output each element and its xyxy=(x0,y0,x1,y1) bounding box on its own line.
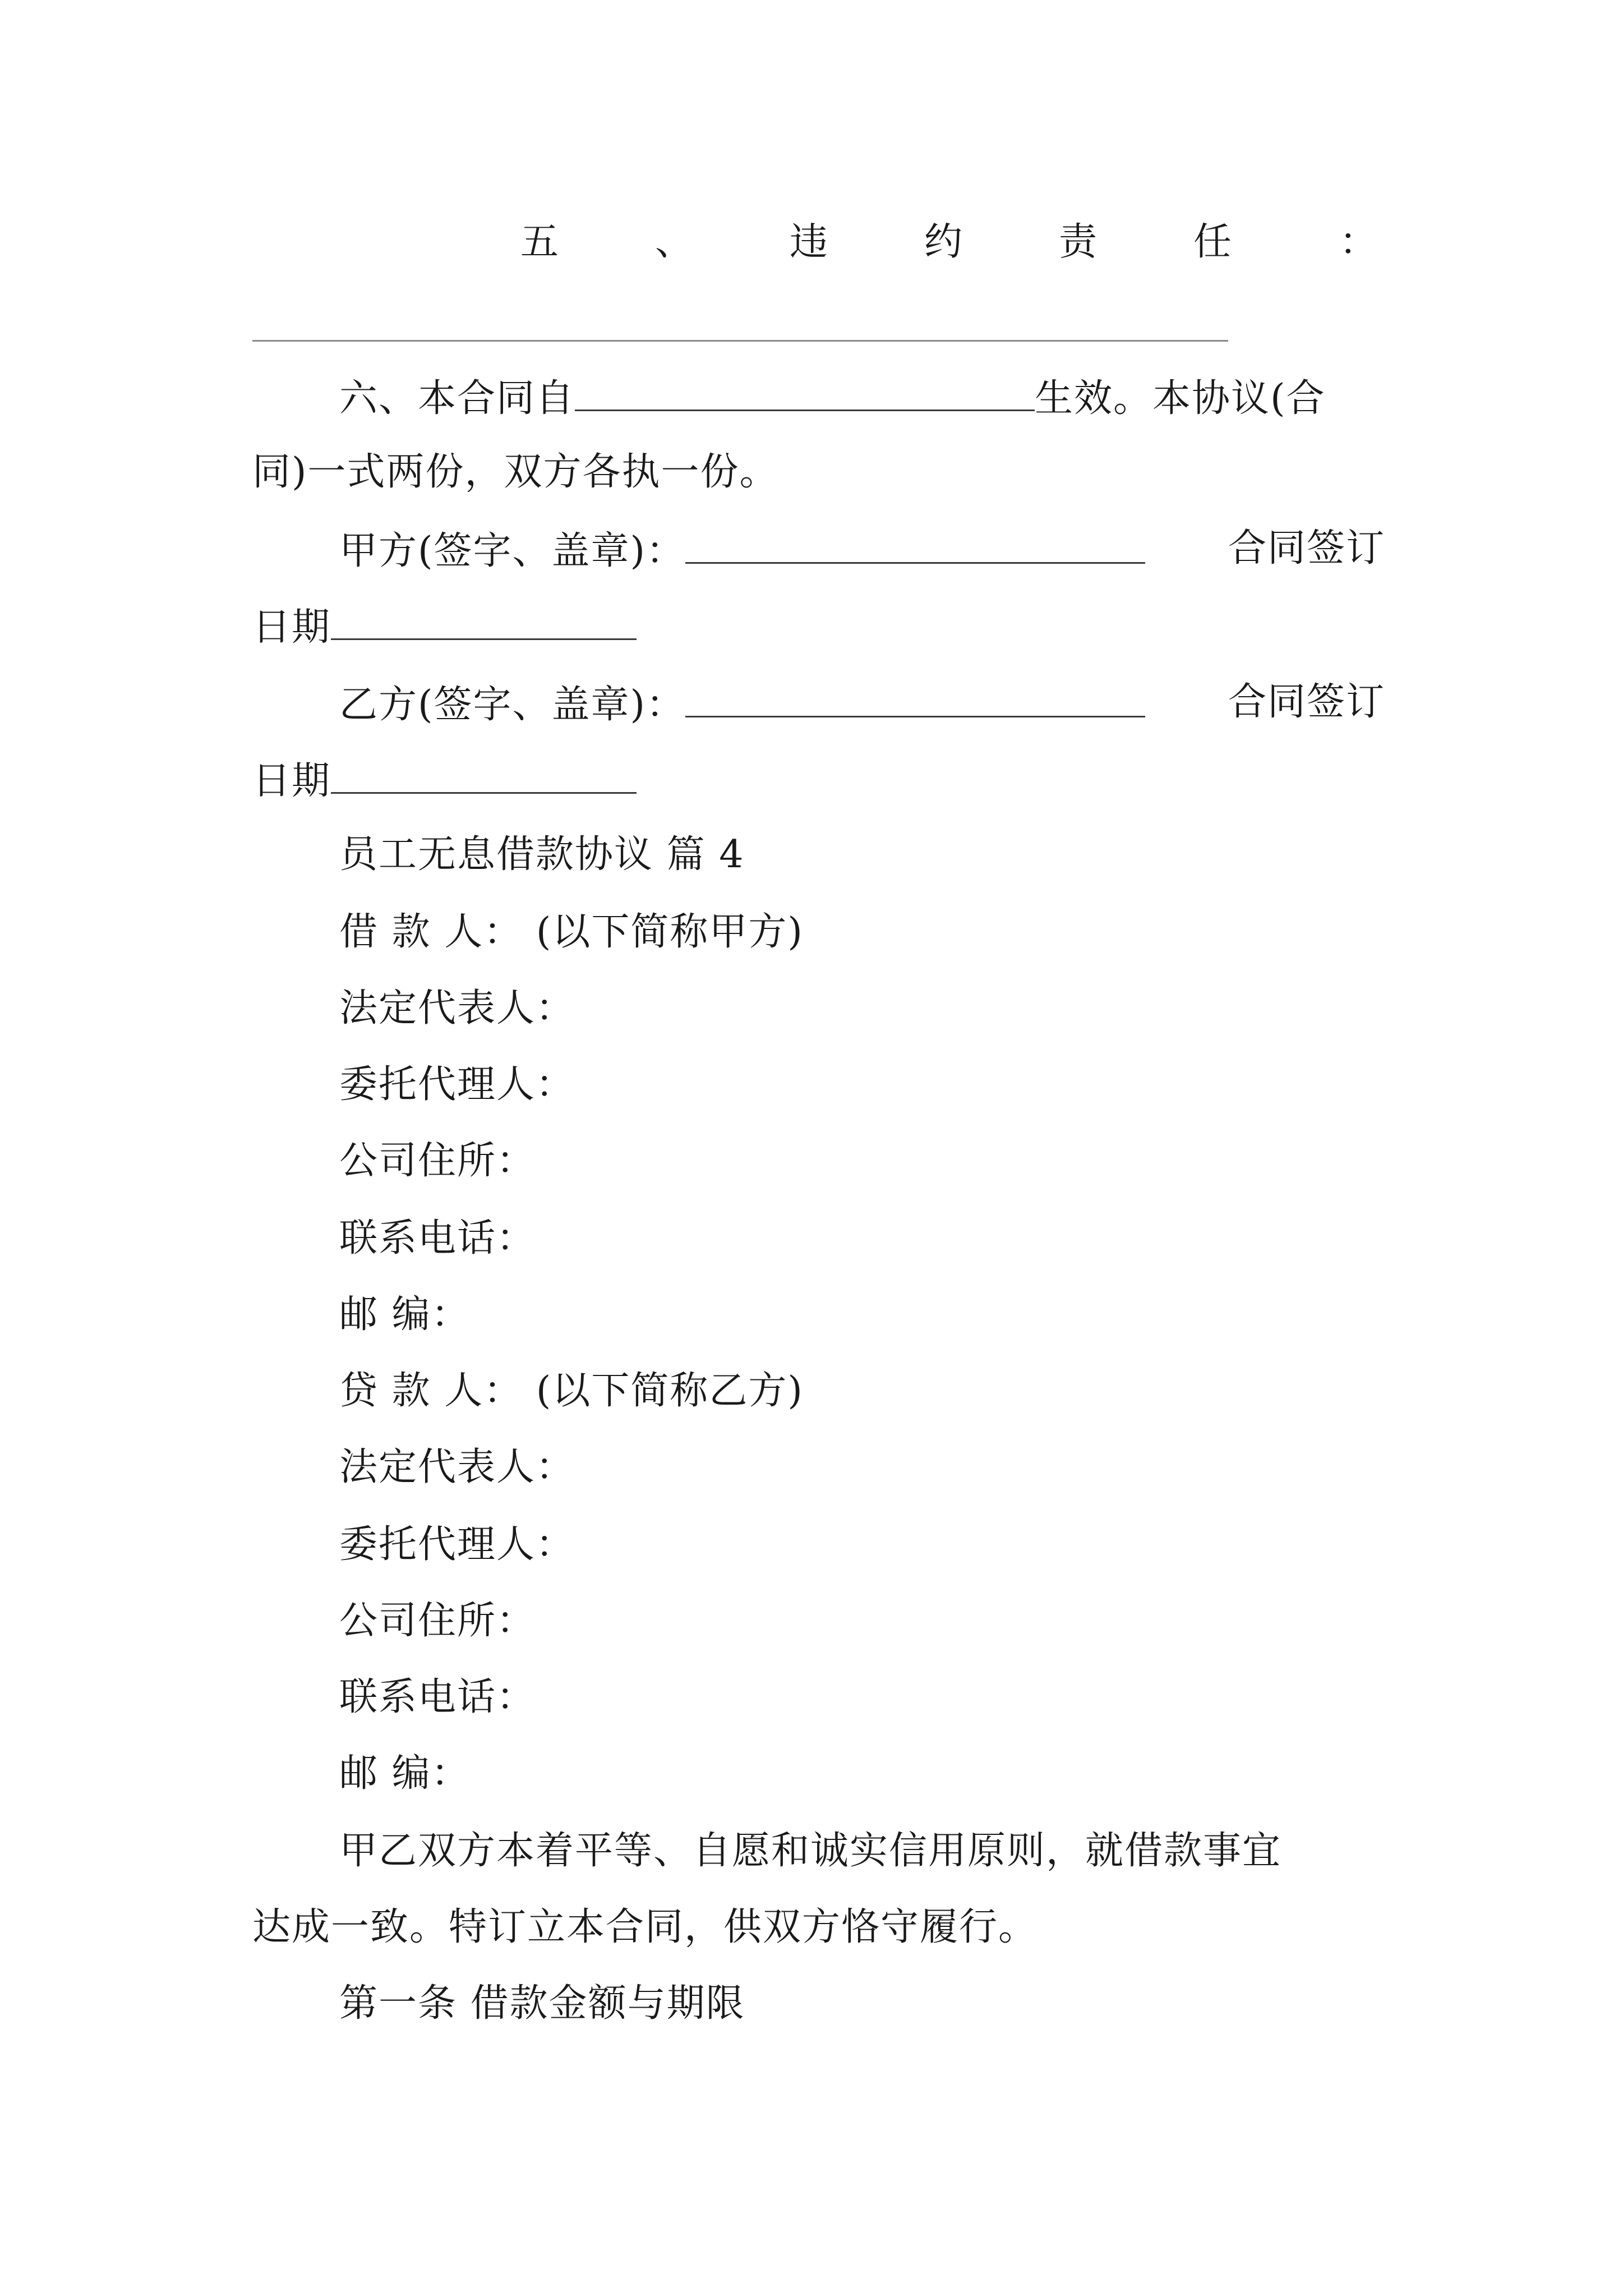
section-6-line-1 xyxy=(339,376,1472,421)
party-b-date-label: 合同签订 xyxy=(1228,680,1385,724)
borrower-field: 委托代理人： xyxy=(339,1062,575,1107)
fill-in-rule xyxy=(252,340,1228,342)
party-a-date-blank xyxy=(331,606,637,640)
lender-field: 委托代理人： xyxy=(339,1522,575,1567)
preamble-line-2: 达成一致。特订立本合同，供双方恪守履行。 xyxy=(252,1905,1038,1949)
heading-char: 五 xyxy=(520,220,559,264)
section-6-text-start: 六、本合同自 xyxy=(339,376,575,421)
heading-char: 违 xyxy=(790,220,828,264)
party-b-signature-blank xyxy=(685,683,1145,717)
borrower-field: 邮 编： xyxy=(339,1292,471,1337)
party-a-date-line xyxy=(252,605,1385,650)
borrower-field: 公司住所： xyxy=(339,1139,536,1183)
lender-field: 邮 编： xyxy=(339,1751,471,1796)
borrower-line: 借 款 人： (以下简称甲方) xyxy=(339,910,804,954)
lender-field: 联系电话： xyxy=(339,1675,536,1719)
section-6-line-2: 同)一式两份，双方各执一份。 xyxy=(252,450,779,494)
lender-field: 公司住所： xyxy=(339,1599,536,1643)
party-a-date-text: 日期 xyxy=(252,605,331,650)
lender-line: 贷 款 人： (以下简称乙方) xyxy=(339,1369,804,1413)
section-6-text-end: 生效。本协议(合 xyxy=(1035,376,1326,421)
heading-char: ： xyxy=(1339,220,1378,264)
party-b-date-text: 日期 xyxy=(252,759,331,803)
party-b-label: 乙方(签字、盖章)： xyxy=(339,683,686,727)
agreement-title: 员工无息借款协议 篇 4 xyxy=(339,832,745,877)
heading-char: 、 xyxy=(655,220,694,264)
party-a-date-label: 合同签订 xyxy=(1228,526,1385,570)
article-1-heading: 第一条 借款金额与期限 xyxy=(339,1981,745,2026)
borrower-field: 联系电话： xyxy=(339,1216,536,1260)
heading-char: 约 xyxy=(924,220,963,264)
party-a-signature-blank xyxy=(685,530,1145,564)
heading-char: 任 xyxy=(1193,220,1232,264)
lender-field: 法定代表人： xyxy=(339,1445,575,1489)
party-b-date-line xyxy=(252,759,1385,803)
effective-date-blank xyxy=(575,377,1035,411)
heading-char: 责 xyxy=(1059,220,1098,264)
party-b-date-blank xyxy=(331,760,637,794)
preamble-line-1: 甲乙双方本着平等、自愿和诚实信用原则，就借款事宜 xyxy=(339,1829,1282,1873)
borrower-field: 法定代表人： xyxy=(339,986,575,1030)
party-a-label: 甲方(签字、盖章)： xyxy=(339,529,686,573)
